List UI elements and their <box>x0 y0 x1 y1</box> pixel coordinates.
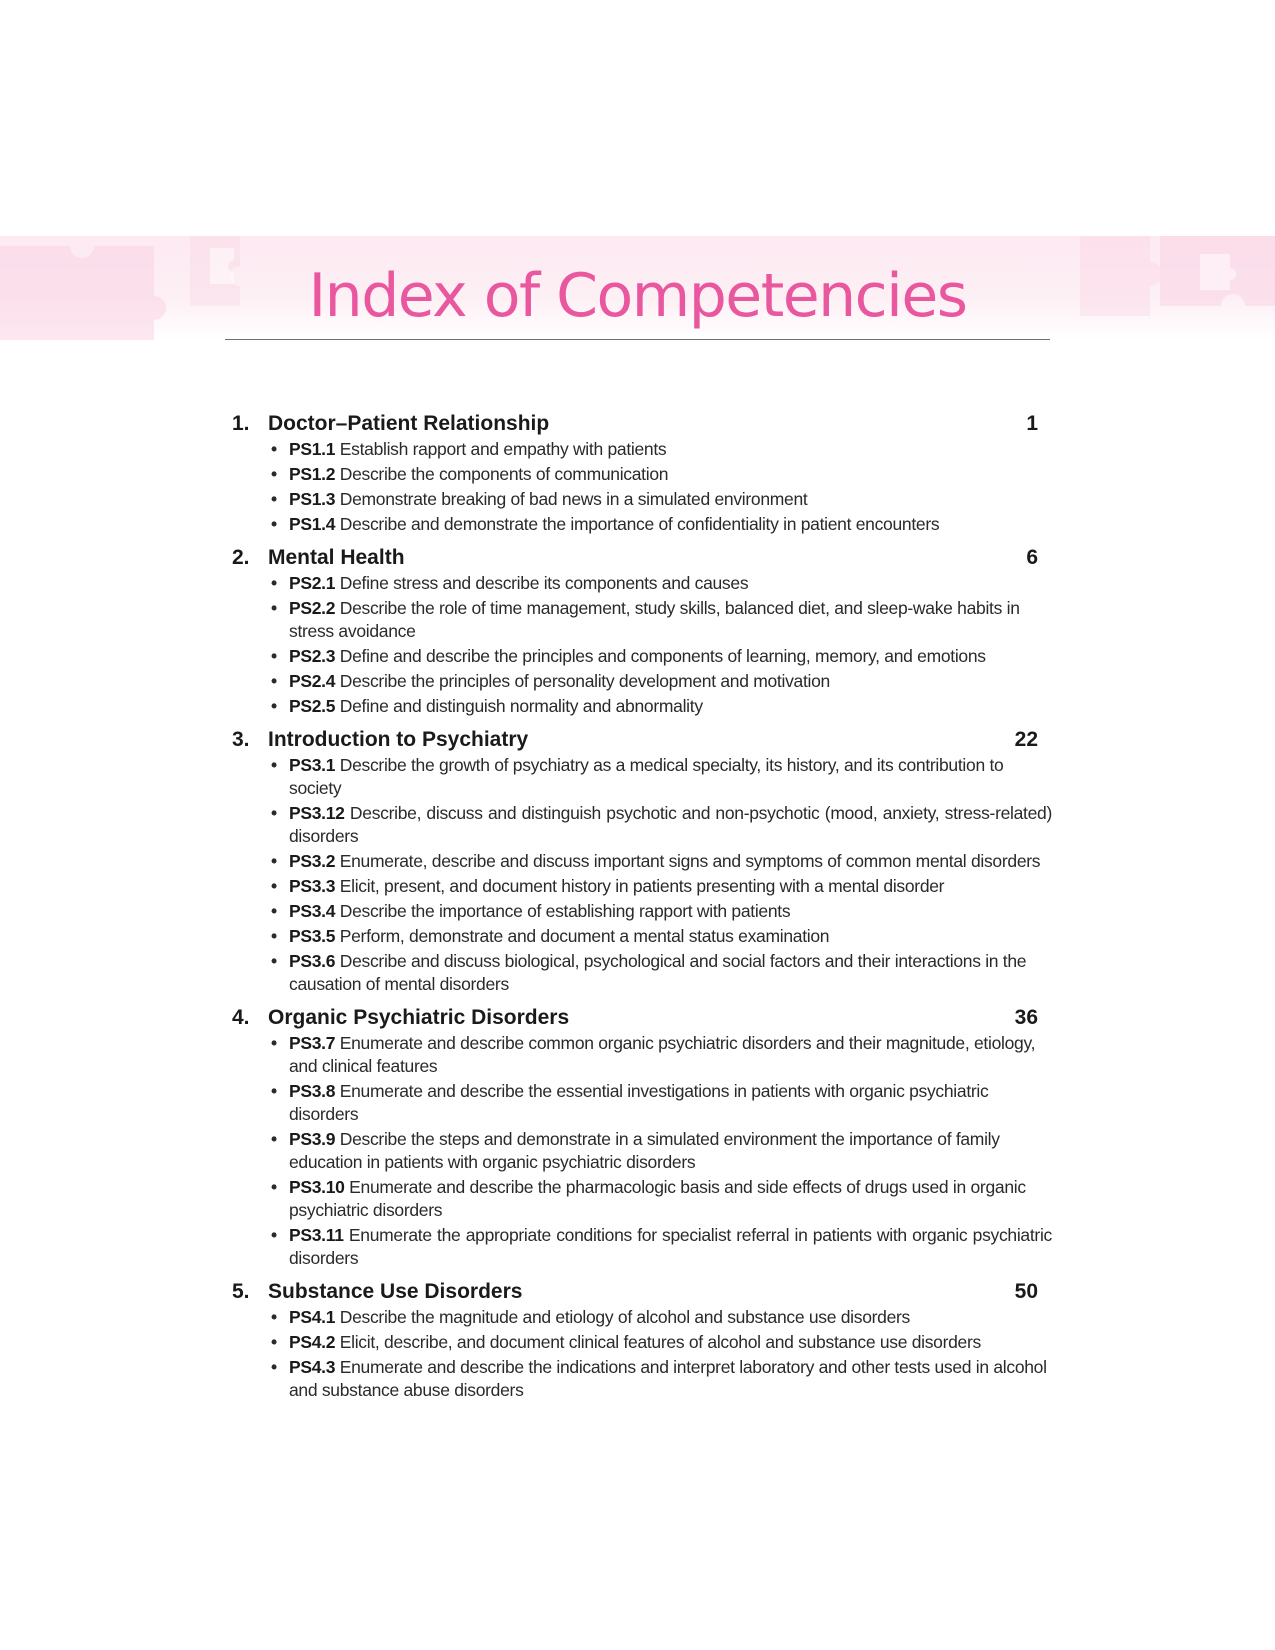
competency-text: Describe the role of time management, study skills, balanced diet, and sleep-wake habits in stress avoidance <box>289 598 1020 641</box>
chapter-1 <box>232 410 1052 536</box>
chapter-page-number: 36 <box>1014 1006 1038 1029</box>
chapter-page-number: 22 <box>1014 728 1038 751</box>
title-divider <box>225 339 1050 340</box>
chapter-number: 2. <box>232 546 250 569</box>
competency-code: PS1.3 <box>289 489 336 509</box>
competency-text: Enumerate and describe common organic psychiatric disorders and their magnitude, etiology, and clinical features <box>289 1033 1036 1076</box>
competency-text: Enumerate the appropriate conditions for specialist referral in patients with organic psychiatric disorders <box>289 1225 1052 1268</box>
chapter-number: 3. <box>232 728 250 751</box>
competency-item <box>270 1224 1052 1270</box>
competency-list <box>232 754 1052 996</box>
competency-code: PS2.5 <box>289 696 336 716</box>
chapter-heading <box>232 544 1052 572</box>
competency-item <box>270 1306 1052 1329</box>
competency-item <box>270 1331 1052 1354</box>
competency-code: PS1.4 <box>289 514 336 534</box>
competency-item <box>270 1032 1052 1078</box>
competency-item <box>270 670 1052 693</box>
competency-code: PS3.2 <box>289 851 336 871</box>
competency-item <box>270 645 1052 668</box>
chapter-title: Organic Psychiatric Disorders <box>268 1006 570 1029</box>
competency-list <box>232 1306 1052 1402</box>
competency-code: PS3.12 <box>289 803 345 823</box>
competency-text: Elicit, describe, and document clinical features of alcohol and substance use disorders <box>339 1332 981 1352</box>
competency-text: Describe and demonstrate the importance of confidentiality in patient encounters <box>339 514 940 534</box>
competency-code: PS4.2 <box>289 1332 336 1352</box>
competency-code: PS3.11 <box>289 1225 344 1245</box>
competency-item <box>270 1128 1052 1174</box>
competency-item <box>270 875 1052 898</box>
competency-item <box>270 1176 1052 1222</box>
competency-item <box>270 695 1052 718</box>
chapter-number: 5. <box>232 1280 250 1303</box>
competency-code: PS2.2 <box>289 598 336 618</box>
competency-code: PS3.7 <box>289 1033 336 1053</box>
competency-list <box>232 1032 1052 1270</box>
competency-item <box>270 1356 1052 1402</box>
chapter-heading <box>232 410 1052 438</box>
chapter-heading <box>232 1004 1052 1032</box>
competency-code: PS3.10 <box>289 1177 345 1197</box>
competency-item <box>270 850 1052 873</box>
competency-code: PS3.1 <box>289 755 336 775</box>
competency-code: PS2.1 <box>289 573 336 593</box>
competency-code: PS3.5 <box>289 926 336 946</box>
competency-text: Perform, demonstrate and document a mental status examination <box>339 926 830 946</box>
chapter-heading <box>232 1278 1052 1306</box>
competency-item <box>270 438 1052 461</box>
competency-text: Describe, discuss and distinguish psychotic and non-psychotic (mood, anxiety, stress-related) disorders <box>289 803 1053 846</box>
competency-text: Describe the principles of personality development and motivation <box>339 671 830 691</box>
competency-item <box>270 925 1052 948</box>
competency-code: PS3.8 <box>289 1081 336 1101</box>
competency-code: PS1.2 <box>289 464 336 484</box>
competency-text: Enumerate and describe the indications and interpret laboratory and other tests used in alcohol and substance abuse disorders <box>289 1357 1047 1400</box>
competency-item <box>270 1080 1052 1126</box>
chapter-4 <box>232 1004 1052 1270</box>
competency-item <box>270 463 1052 486</box>
chapter-title: Mental Health <box>268 546 405 569</box>
chapter-5 <box>232 1278 1052 1402</box>
competency-item <box>270 900 1052 923</box>
competency-item <box>270 950 1052 996</box>
competency-code: PS1.1 <box>289 439 336 459</box>
competency-text: Describe the growth of psychiatry as a medical specialty, its history, and its contribution to society <box>289 755 1004 798</box>
competency-code: PS4.3 <box>289 1357 336 1377</box>
competency-text: Enumerate and describe the pharmacologic basis and side effects of drugs used in organic psychiatric disorders <box>289 1177 1026 1220</box>
chapter-heading <box>232 726 1052 754</box>
competency-item <box>270 802 1052 848</box>
chapter-title: Doctor–Patient Relationship <box>268 412 550 435</box>
competency-code: PS4.1 <box>289 1307 336 1327</box>
competency-text: Describe the steps and demonstrate in a simulated environment the importance of family education in patients with organic psychiatric disorders <box>289 1129 1000 1172</box>
chapter-number: 4. <box>232 1006 250 1029</box>
competency-text: Define and describe the principles and components of learning, memory, and emotions <box>339 646 986 666</box>
chapter-title: Introduction to Psychiatry <box>268 728 529 751</box>
competency-text: Describe the importance of establishing rapport with patients <box>339 901 791 921</box>
competency-code: PS2.3 <box>289 646 336 666</box>
competency-list <box>232 572 1052 718</box>
competency-text: Describe the components of communication <box>339 464 669 484</box>
competency-text: Describe and discuss biological, psychological and social factors and their interactions in the causation of mental disorders <box>289 951 1027 994</box>
competency-index <box>232 410 1052 1410</box>
chapter-page-number: 1 <box>1026 412 1038 435</box>
competency-text: Describe the magnitude and etiology of alcohol and substance use disorders <box>339 1307 911 1327</box>
competency-item <box>270 597 1052 643</box>
chapter-2 <box>232 544 1052 718</box>
competency-text: Define and distinguish normality and abnormality <box>339 696 703 716</box>
competency-code: PS3.9 <box>289 1129 336 1149</box>
page-title: Index of Competencies <box>308 261 967 331</box>
competency-item <box>270 513 1052 536</box>
competency-text: Define stress and describe its components and causes <box>339 573 749 593</box>
competency-code: PS3.3 <box>289 876 336 896</box>
chapter-title: Substance Use Disorders <box>268 1280 523 1303</box>
competency-item <box>270 488 1052 511</box>
competency-code: PS2.4 <box>289 671 336 691</box>
competency-item <box>270 572 1052 595</box>
competency-list <box>232 438 1052 536</box>
competency-text: Establish rapport and empathy with patients <box>339 439 667 459</box>
competency-text: Elicit, present, and document history in patients presenting with a mental disorder <box>339 876 945 896</box>
competency-text: Demonstrate breaking of bad news in a simulated environment <box>339 489 808 509</box>
competency-text: Enumerate, describe and discuss important signs and symptoms of common mental disorders <box>339 851 1041 871</box>
chapter-number: 1. <box>232 412 250 435</box>
chapter-3 <box>232 726 1052 996</box>
competency-code: PS3.6 <box>289 951 336 971</box>
competency-code: PS3.4 <box>289 901 336 921</box>
chapter-page-number: 50 <box>1014 1280 1038 1303</box>
competency-text: Enumerate and describe the essential investigations in patients with organic psychiatric disorders <box>289 1081 989 1124</box>
competency-item <box>270 754 1052 800</box>
chapter-page-number: 6 <box>1026 546 1038 569</box>
